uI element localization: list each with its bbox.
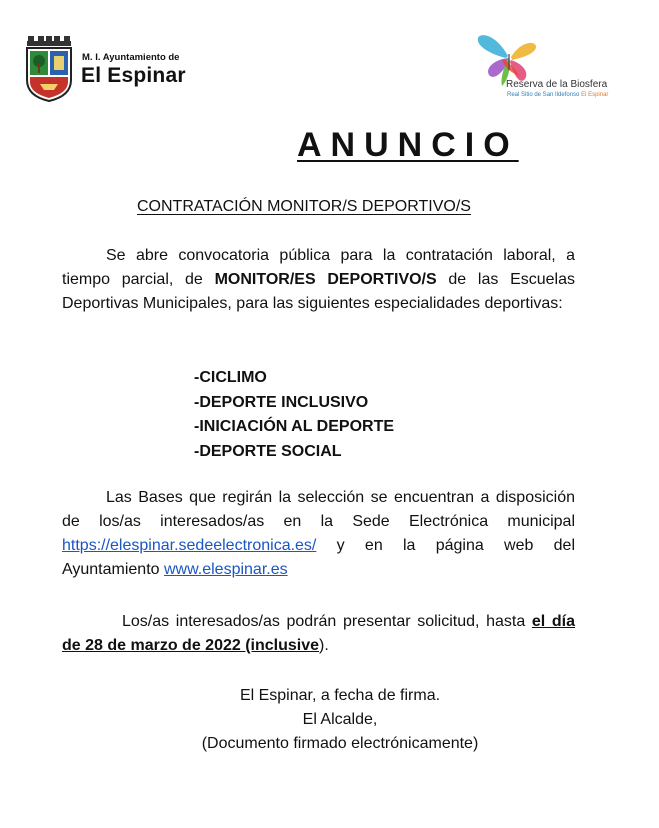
paragraph-deadline-text-a: Los/as interesados/as podrán presentar solicitud, hasta <box>122 613 532 630</box>
biosphere-subtitle <box>507 92 608 98</box>
biosphere-subtitle-a: Real Sitio de San Ildefonso <box>507 92 580 98</box>
paragraph-bases-text-b: y en la página web del Ayuntamiento <box>62 537 575 578</box>
paragraph-call <box>62 244 575 316</box>
paragraph-bases-text-a: Las Bases que regirán la selección se encuentran a disposición de los/as interesados/as en la Sede Electrónica municipal <box>62 489 575 530</box>
municipality-subtitle: M. I. Ayuntamiento de <box>82 52 180 63</box>
website-link[interactable]: www.elespinar.es <box>164 561 288 578</box>
specialties-list <box>194 366 394 464</box>
deadline-date: el día de 28 de marzo de 2022 (inclusive <box>62 613 575 654</box>
list-item: -INICIACIÓN AL DEPORTE <box>194 418 395 435</box>
document-header <box>0 0 659 110</box>
municipal-crest-logo <box>24 36 74 102</box>
list-item: -DEPORTE INCLUSIVO <box>194 393 369 411</box>
sede-electronica-link[interactable]: https://elespinar.sedeelectronica.es/ <box>62 537 317 554</box>
municipality-name: El Espinar <box>81 64 186 87</box>
list-item: -CICLIMO <box>194 369 267 386</box>
signature-role: El Alcalde, <box>302 711 378 728</box>
signature-note: (Documento firmado electrónicamente) <box>201 735 479 752</box>
paragraph-call-bold: MONITOR/ES DEPORTIVO/S <box>214 271 437 288</box>
paragraph-call-text-a: Se abre convocatoria pública para la contratación laboral, a tiempo parcial, de <box>62 247 575 288</box>
paragraph-deadline <box>62 610 575 658</box>
biosphere-subtitle-b: El Espinar <box>581 92 609 98</box>
biosphere-title: Reserva de la Biosfera <box>506 79 608 90</box>
list-item: -DEPORTE SOCIAL <box>194 442 342 460</box>
document-title: ANUNCIO <box>297 126 519 164</box>
paragraph-call-text-b: de las Escuelas Deportivas Municipales, para las siguientes especialidades deportivas: <box>62 271 576 312</box>
paragraph-deadline-text-b: ). <box>319 637 329 654</box>
signature-block <box>160 684 520 756</box>
paragraph-bases <box>62 486 575 582</box>
document-subtitle: CONTRATACIÓN MONITOR/S DEPORTIVO/S <box>137 198 471 215</box>
signature-place: El Espinar, a fecha de firma. <box>239 687 441 704</box>
